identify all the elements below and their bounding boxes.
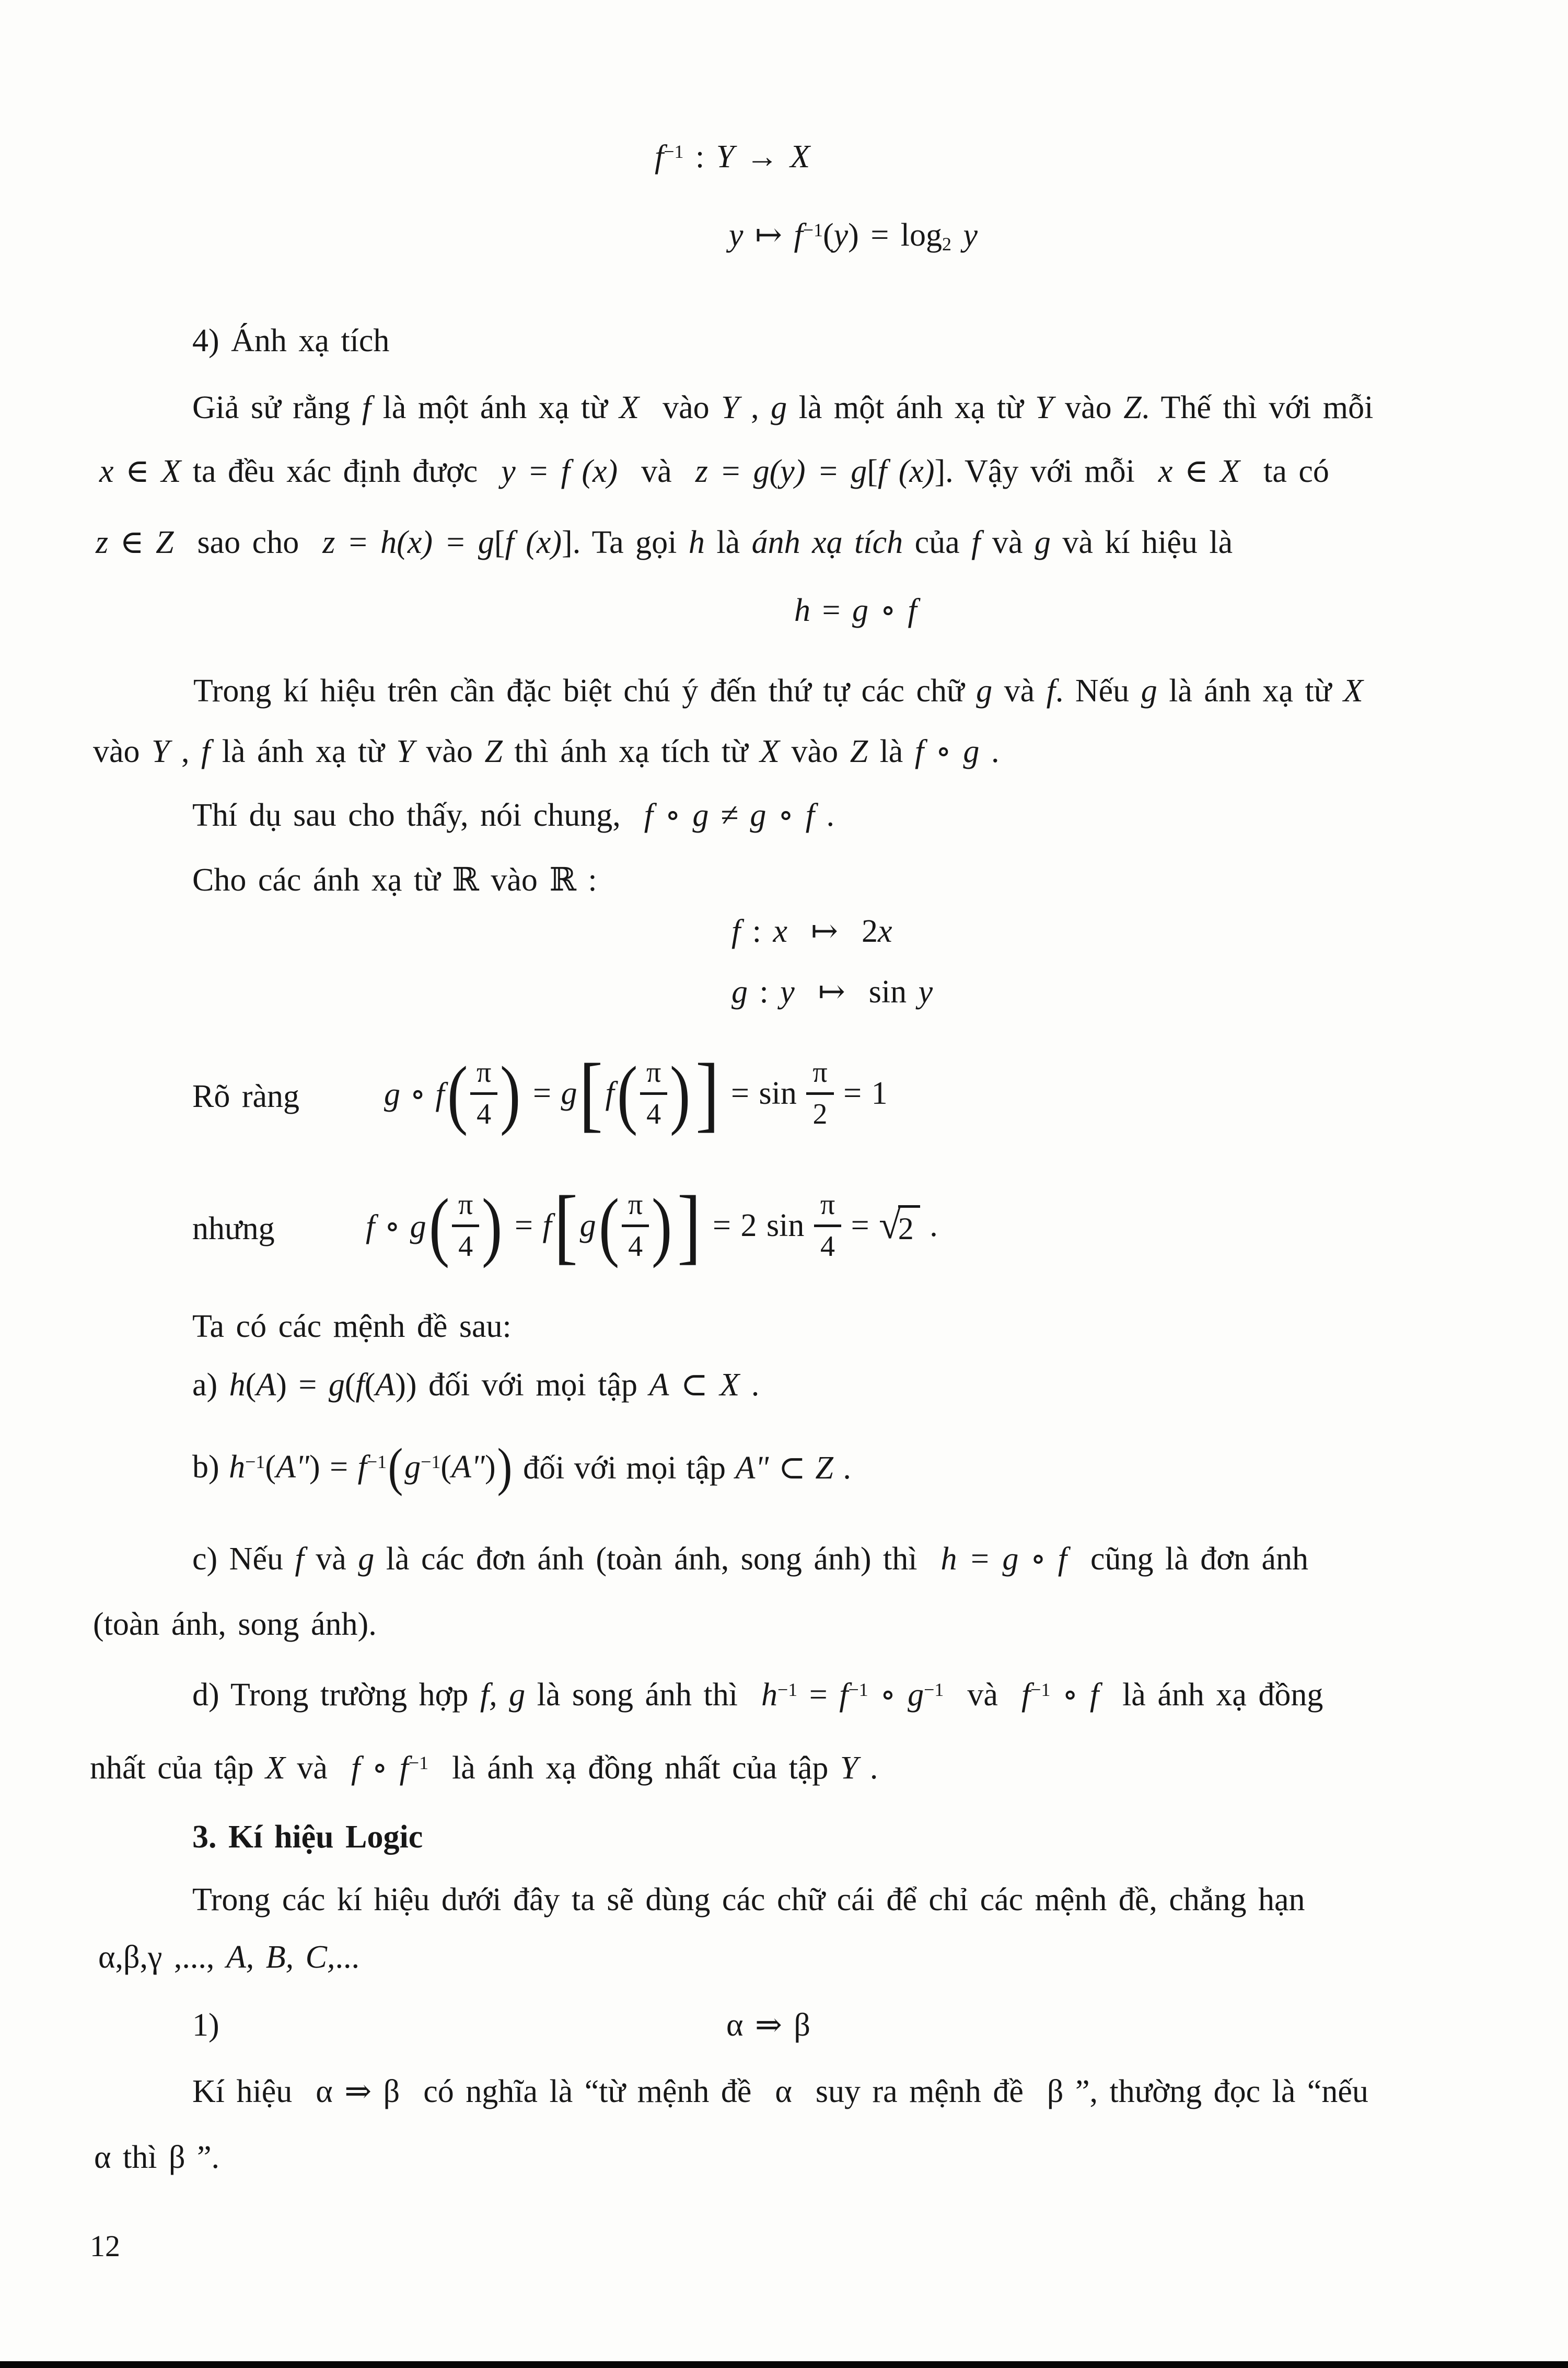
text-run: 2 [861, 914, 878, 949]
text-run: = sin [721, 1076, 807, 1111]
text-run: Y [152, 734, 170, 769]
paragraph-kihieu-1 [192, 2072, 1368, 2112]
text-run: . Ta gọi [572, 525, 689, 560]
text-run: ∘ [400, 1076, 436, 1112]
text-run: Thí dụ sau cho thấy, nói chung, [192, 798, 644, 833]
text-run: ] [934, 454, 946, 489]
big-bracket-close: ] [695, 1046, 719, 1140]
text-run: α ⇒ β [316, 2074, 400, 2109]
text-run: A [256, 1367, 276, 1403]
text-run: )) [395, 1367, 417, 1403]
text-run: y [729, 217, 744, 253]
paragraph-composite-3 [96, 523, 1233, 563]
text-run: là ánh xạ từ [210, 734, 397, 769]
item-d-line1 [192, 1675, 1323, 1716]
text-run: π [814, 1189, 841, 1227]
text-run: vào [414, 734, 485, 769]
text-run: π [806, 1057, 833, 1095]
formula-inverse-map-rule [729, 215, 978, 256]
text-run: và [618, 454, 695, 489]
text-run: 4 [820, 1230, 835, 1263]
text-run: h [229, 1367, 246, 1403]
text-run: β [1047, 2074, 1064, 2109]
paragraph-logic-1: Trong các kí hiệu dưới đây ta sẽ dùng các chữ cái để chỉ các mệnh đề, chẳng hạn [192, 1882, 1305, 1917]
text-run: −1 [777, 1679, 798, 1701]
text-run: 2 [812, 1098, 828, 1130]
text-run: z [96, 525, 109, 560]
paragraph-logic-letters [98, 1937, 359, 1978]
text-run: là ánh xạ từ [1157, 673, 1343, 709]
text-run: y [780, 974, 795, 1010]
text-run: x [1158, 454, 1173, 489]
text-run: : [740, 914, 773, 949]
text-run: f, g [480, 1677, 526, 1713]
text-run: 4 [646, 1098, 661, 1130]
text-run: π [640, 1057, 667, 1095]
text-run: f [655, 139, 664, 175]
formula-f-2x [731, 911, 892, 952]
paragraph-composite-2 [99, 452, 1329, 492]
text-run: y [963, 217, 978, 253]
text-run: y = f (x) [501, 454, 618, 489]
big-paren-close: ) [500, 1050, 521, 1137]
text-run: X [1343, 673, 1363, 709]
text-run: X [619, 390, 640, 425]
text-run: X [265, 1750, 285, 1786]
text-run: ⊂ [669, 1367, 720, 1403]
text-run: ⊂ [769, 1450, 816, 1486]
text-run: x [773, 914, 787, 949]
text-run: g [731, 974, 748, 1010]
text-run: . [833, 1450, 851, 1486]
text-run: 2 [942, 233, 951, 255]
fraction-pi-4 [452, 1189, 479, 1262]
text-run: h [794, 593, 810, 628]
text-run: và [304, 1541, 358, 1577]
text-run: g [410, 1208, 426, 1244]
text-run: y [833, 217, 849, 253]
text-run: α [94, 2140, 111, 2175]
text-run: là ánh xạ đồng [1099, 1677, 1323, 1713]
text-run: f [971, 525, 981, 560]
text-run: Y [1035, 390, 1053, 425]
text-run: ↦ [787, 914, 862, 949]
text-run: a) [192, 1367, 229, 1403]
text-run: f [201, 734, 211, 769]
text-run: 4 [628, 1230, 643, 1263]
text-run: g [328, 1367, 345, 1403]
text-run: Giả sử rằng [192, 390, 362, 425]
item-1-line [0, 2005, 1568, 2052]
text-run: → [734, 139, 791, 175]
text-run: ( [265, 1449, 276, 1485]
text-run: g [976, 673, 993, 709]
text-run: . [858, 1750, 878, 1786]
text-run: h = g ∘ f [940, 1541, 1067, 1577]
text-run: A" [735, 1450, 769, 1486]
text-run: đối với mọi tập [513, 1450, 736, 1486]
text-run: là song ánh thì [525, 1677, 761, 1713]
big-bracket-close: ] [677, 1179, 701, 1273]
text-run: g [852, 593, 868, 628]
text-run: f [355, 1367, 365, 1403]
section-heading-4: 4) Ánh xạ tích [192, 323, 390, 359]
text-run: = [810, 593, 852, 628]
text-run: α [775, 2074, 792, 2109]
text-run: z = g(y) = g [695, 454, 867, 489]
text-run [192, 1449, 387, 1486]
text-run: . Thế thì với mỗi [1141, 390, 1374, 425]
text-run: ”, thường đọc là “nếu [1063, 2074, 1368, 2109]
page-number: 12 [90, 2229, 120, 2263]
item-b [192, 1437, 851, 1497]
text-run: ) = [276, 1367, 329, 1403]
text-run: và kí hiệu là [1050, 525, 1233, 560]
text-run [951, 217, 963, 253]
big-paren-open: ( [598, 1183, 620, 1269]
label-ro-rang: Rõ ràng [192, 1079, 300, 1114]
fraction-pi-4 [622, 1189, 649, 1262]
text-run: f (x) [877, 454, 935, 489]
paragraph-order-1 [193, 671, 1363, 712]
big-paren-close: ) [670, 1050, 691, 1137]
text-run: . Vậy với mỗi [945, 454, 1158, 489]
text-run: f ∘ g ≠ g ∘ f [644, 798, 815, 833]
text-run: f [908, 593, 917, 628]
text-run: 2 [898, 1205, 920, 1247]
text-run: có nghĩa là “từ mệnh đề [400, 2074, 775, 2109]
text-run: g [561, 1076, 577, 1111]
text-run: X [1220, 454, 1240, 489]
text-run: ∈ [108, 525, 156, 560]
text-run: , [169, 734, 202, 769]
formula-inverse-map-header [655, 137, 810, 178]
text-run: [ [867, 454, 878, 489]
text-run: Y [721, 390, 739, 425]
text-run: g [384, 1076, 400, 1112]
text-run: vào [479, 862, 550, 898]
text-run: Trong kí hiệu trên cần đặc biệt chú ý đến thứ tự các chữ [193, 673, 977, 709]
text-run: ∘ [868, 593, 908, 628]
text-run: và [992, 673, 1047, 709]
text-run: là [868, 734, 915, 769]
text-run: c) Nếu [192, 1541, 295, 1577]
text-run: π [622, 1189, 649, 1227]
text-run: X [161, 454, 181, 489]
text-run: vào [639, 390, 722, 425]
text-run: f (x) [505, 525, 562, 560]
text-run [514, 1448, 851, 1487]
paragraph-menh-de: Ta có các mệnh đề sau: [192, 1309, 512, 1344]
text-run: ánh xạ tích [751, 525, 903, 560]
text-run: ( [344, 1367, 356, 1403]
text-run: : [576, 862, 597, 898]
item-c-line1 [192, 1539, 1308, 1580]
item-a [192, 1365, 759, 1406]
text-run: . [739, 1367, 760, 1403]
text-run: f [366, 1208, 375, 1244]
text-run: f [295, 1541, 304, 1577]
text-run: ∘ [360, 1750, 400, 1786]
formula-h-equals-g-compose-f [794, 591, 917, 631]
text-run: 4 [477, 1098, 492, 1130]
text-run: , [739, 390, 771, 425]
text-run: −1 [803, 220, 823, 241]
formula-g-siny [731, 972, 933, 1013]
text-run: cũng là đơn ánh [1066, 1541, 1309, 1577]
text-run: x [877, 914, 892, 949]
text-run: g [771, 390, 787, 425]
text-run: . [920, 1208, 938, 1243]
text-run: thì ánh xạ tích từ [502, 734, 760, 769]
section-heading-3-logic: 3. Kí hiệu Logic [192, 1819, 423, 1855]
text-run: là ánh xạ đồng nhất của tập [428, 1750, 840, 1786]
text-run: : [748, 974, 781, 1010]
label-nhung: nhưng [192, 1211, 275, 1246]
text-run: −1 [245, 1451, 265, 1473]
text-run: Z [850, 734, 868, 769]
text-run: Y [840, 1750, 858, 1786]
text-run: Cho các ánh xạ từ [192, 862, 452, 898]
text-run: f [605, 1076, 614, 1111]
text-run: ↦ [743, 217, 794, 253]
text-run: f [1046, 673, 1055, 709]
text-run: −1 [366, 1451, 387, 1473]
text-run: ”. [185, 2140, 220, 2175]
text-run: Y [396, 734, 414, 769]
text-run: f [542, 1208, 552, 1243]
text-run: −1 [664, 141, 684, 163]
text-run: A" [276, 1449, 309, 1485]
text-run: ( [245, 1367, 257, 1403]
text-run: ( [822, 217, 834, 253]
text-run: A [649, 1367, 669, 1403]
text-run: f [435, 1076, 445, 1112]
item-c-line2: (toàn ánh, song ánh). [93, 1607, 377, 1642]
text-run: ta có [1240, 454, 1329, 489]
text-run: g [404, 1449, 421, 1485]
text-run: 4 [458, 1230, 473, 1263]
text-run: là một ánh xạ từ [371, 390, 620, 425]
text-run: của [903, 525, 972, 560]
big-paren-close: ) [652, 1183, 672, 1269]
big-paren-open: ( [388, 1437, 403, 1497]
text-run: β [168, 2140, 185, 2175]
text-run: ∘ [375, 1208, 410, 1244]
item-1-label: 1) [192, 2007, 219, 2043]
big-bracket-open: [ [553, 1179, 578, 1273]
text-run: z = h(x) = g [322, 525, 494, 560]
text-run: h [688, 525, 705, 560]
text-run: A, B, C, [226, 1939, 335, 1975]
text-run: Z [1123, 390, 1142, 425]
text-run: h [761, 1677, 777, 1713]
text-run: f [1089, 1677, 1099, 1713]
text-run: h [229, 1449, 246, 1485]
text-run: Z [815, 1450, 833, 1486]
text-run: là một ánh xạ từ [787, 390, 1036, 425]
text-run: α,β,γ ,..., [98, 1939, 226, 1975]
text-run [366, 1207, 426, 1245]
fraction-pi-4 [814, 1189, 841, 1262]
text-run: ( [364, 1367, 376, 1403]
text-run: −1 [924, 1679, 944, 1701]
text-run: sao cho [173, 525, 323, 560]
text-run: X [760, 734, 780, 769]
paragraph-example-note [192, 795, 834, 836]
text-run: ... [335, 1939, 360, 1975]
text-run [505, 1207, 552, 1244]
big-paren-close: ) [497, 1437, 513, 1497]
text-run: g [1141, 673, 1157, 709]
text-run [404, 1449, 496, 1486]
text-run: ta đều xác định được [181, 454, 502, 489]
fraction-pi-4 [640, 1057, 667, 1130]
text-run: và [980, 525, 1035, 560]
text-run: y [918, 974, 933, 1010]
text-run: Y [716, 139, 735, 175]
text-run: f [357, 1449, 367, 1485]
text-run: ∈ [113, 454, 161, 489]
text-run: −1 [848, 1679, 868, 1701]
text-run: nhất của tập [90, 1750, 266, 1786]
radical-icon: √ [879, 1203, 901, 1247]
text-run: = [505, 1208, 543, 1243]
text-run: ) = log [848, 217, 943, 253]
text-run: vào [93, 734, 152, 769]
text-run: . [815, 798, 835, 833]
text-run: A [375, 1367, 396, 1403]
text-run: −1 [1030, 1679, 1051, 1701]
scan-edge-bar [0, 2361, 1568, 2368]
big-paren-open: ( [428, 1183, 450, 1269]
big-paren-open: ( [617, 1050, 638, 1137]
text-run: ( [440, 1449, 452, 1485]
fraction-pi-4 [470, 1057, 497, 1130]
paragraph-maps-on-R [192, 860, 597, 901]
text-run: vào [780, 734, 850, 769]
text-run: A" [451, 1449, 485, 1485]
text-run: đối với mọi tập [416, 1367, 649, 1403]
text-run: g [579, 1208, 596, 1243]
fraction-pi-2 [806, 1057, 833, 1130]
text-run: Z [484, 734, 503, 769]
text-run: ∘ [868, 1677, 908, 1713]
text-run: ∈ [1172, 454, 1221, 489]
text-run: X [719, 1367, 740, 1403]
text-run: thì [111, 2140, 169, 2175]
text-run: ℝ [549, 862, 576, 898]
formula-alpha-implies-beta: α ⇒ β [726, 2007, 810, 2043]
text-run: suy ra mệnh đề [792, 2074, 1047, 2109]
text-run: ) [484, 1449, 496, 1485]
big-bracket-open: [ [579, 1046, 603, 1140]
text-run: −1 [408, 1752, 429, 1774]
formula-gof-pi4 [384, 1032, 888, 1155]
text-run: : [683, 139, 716, 175]
text-run: Z [156, 525, 174, 560]
text-run [384, 1075, 445, 1113]
text-run: b) [192, 1449, 229, 1485]
text-run: f [399, 1750, 409, 1786]
text-run: = [523, 1076, 561, 1111]
text-run: ℝ [452, 862, 479, 898]
text-run: ↦ sin [794, 974, 919, 1010]
text-run: Kí hiệu [192, 2074, 316, 2109]
square-root-2 [879, 1205, 920, 1247]
text-run: ] [562, 525, 573, 560]
text-run [524, 1075, 577, 1112]
text-run: . [979, 734, 1000, 769]
text-run: f [839, 1677, 849, 1713]
text-run: f [351, 1750, 361, 1786]
text-run: x [99, 454, 114, 489]
text-run: f [1021, 1677, 1031, 1713]
text-run: vào [1053, 390, 1124, 425]
big-paren-open: ( [447, 1050, 468, 1137]
big-paren-close: ) [482, 1183, 503, 1269]
text-run: π [470, 1057, 497, 1095]
text-run: và [285, 1750, 351, 1786]
text-run: = 1 [833, 1076, 888, 1111]
text-run: f [794, 217, 803, 253]
text-run: [ [494, 525, 505, 560]
paragraph-order-2 [93, 732, 999, 772]
text-run: f ∘ g [914, 734, 980, 769]
item-d-line2 [90, 1748, 878, 1789]
text-run: và [944, 1677, 1021, 1713]
text-run: là [704, 525, 752, 560]
text-run: ) = [309, 1449, 358, 1485]
text-run: = [841, 1208, 879, 1243]
text-run: f [731, 914, 741, 949]
formula-fog-pi4 [366, 1164, 938, 1287]
text-run: g [908, 1677, 924, 1713]
paragraph-kihieu-2 [94, 2138, 219, 2178]
text-run: là các đơn ánh (toàn ánh, song ánh) thì [374, 1541, 941, 1577]
paragraph-composite-intro [192, 388, 1373, 429]
text-run: π [452, 1189, 479, 1227]
text-run: g [358, 1541, 375, 1577]
text-run: . Nếu [1055, 673, 1141, 709]
text-run: = 2 sin [703, 1208, 814, 1243]
text-run: = [797, 1677, 840, 1713]
text-run: −1 [421, 1451, 441, 1473]
text-run: f [362, 390, 371, 425]
text-run: X [790, 139, 810, 175]
text-run: d) Trong trường hợp [192, 1677, 480, 1713]
text-run: g [1034, 525, 1051, 560]
text-run: ∘ [1050, 1677, 1090, 1713]
